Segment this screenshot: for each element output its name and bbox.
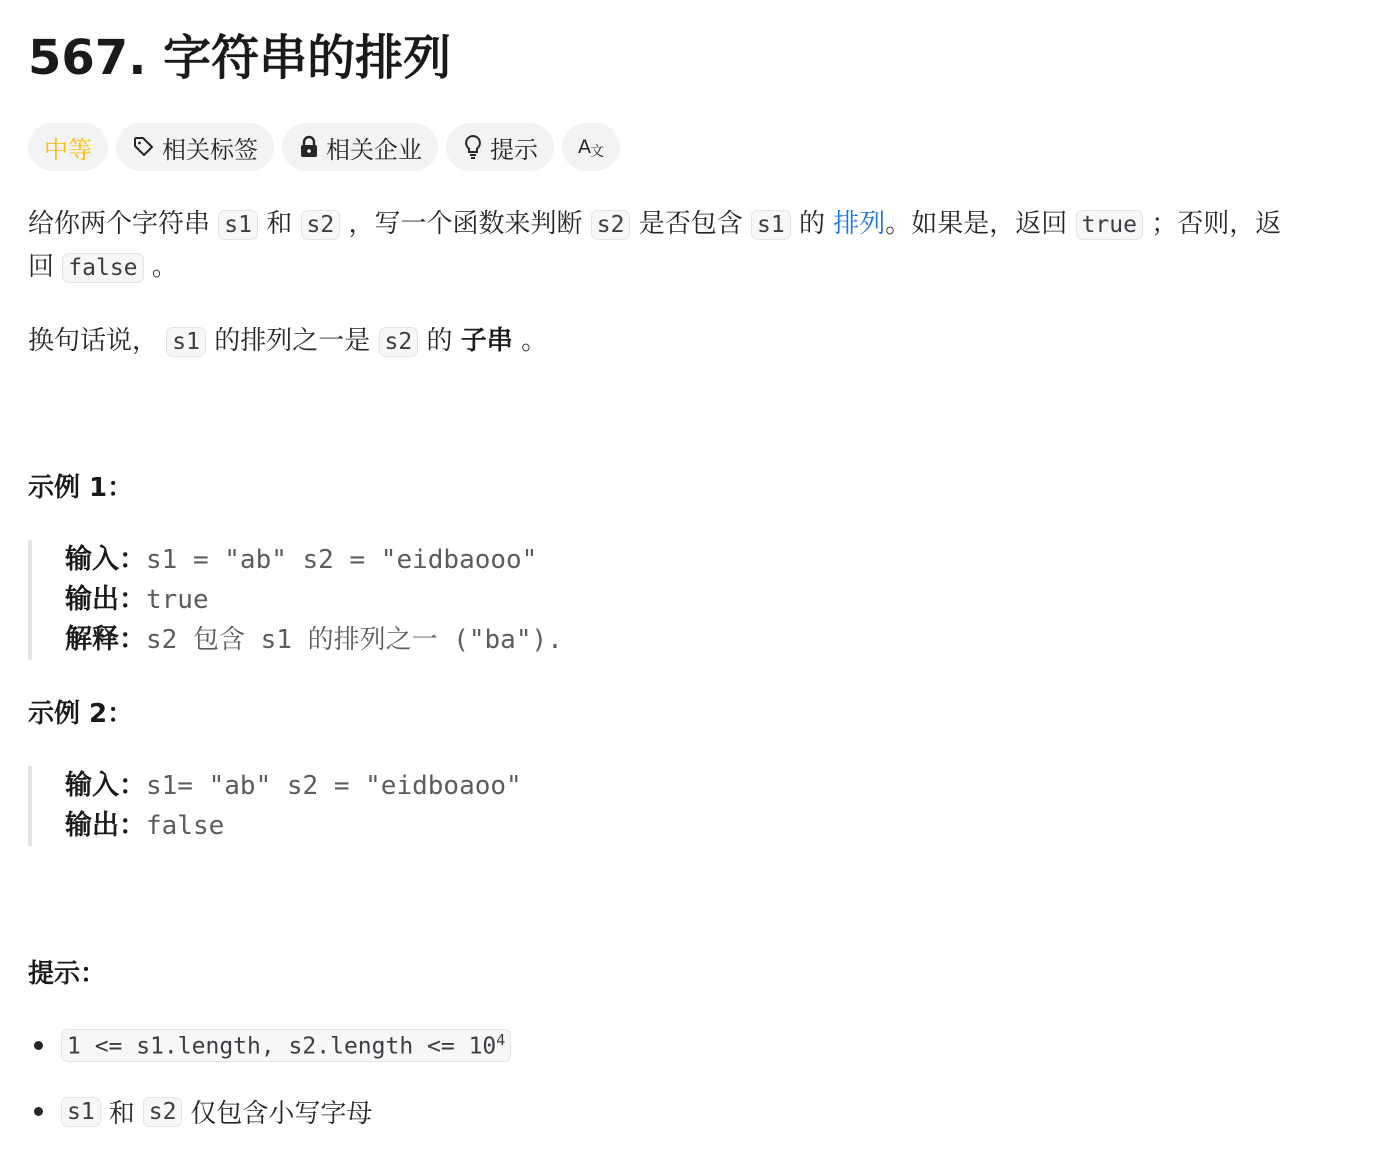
constraint-item: s1 和 s2 仅包含小写字母	[28, 1093, 372, 1130]
translate-button[interactable]	[562, 123, 620, 171]
code-s1: s1	[166, 327, 206, 357]
description-line-2: 回 false 。	[28, 252, 178, 282]
code-s2: s2	[301, 210, 341, 240]
example-row: 输出：true	[65, 584, 209, 615]
constraint-item	[28, 1029, 511, 1062]
related-tags-button[interactable]	[116, 123, 274, 171]
lightbulb-icon	[462, 134, 484, 160]
example-2-block	[28, 766, 728, 846]
code-s2: s2	[143, 1097, 183, 1127]
description-line-3: 换句话说， s1 的排列之一是 s2 的 子串 。	[28, 326, 548, 356]
code-s1: s1	[751, 210, 791, 240]
constraints-title: 提示：	[28, 959, 107, 989]
problem-title: 567. 字符串的排列	[28, 30, 452, 86]
constraint-code: 1 <= s1.length, s2.length <= $10^4$	[61, 1029, 511, 1062]
hint-label: 提示	[490, 135, 538, 164]
related-companies-button[interactable]	[282, 123, 438, 171]
example-1-title: 示例 1：	[28, 473, 134, 503]
lock-icon	[298, 135, 320, 159]
code-true: true	[1076, 210, 1143, 240]
example-row: 输入：s1= "ab" s2 = "eidboaoo"	[65, 770, 522, 801]
code-s1: s1	[218, 210, 258, 240]
example-row: 输入：s1 = "ab" s2 = "eidbaooo"	[65, 544, 538, 575]
tag-icon	[132, 135, 156, 159]
description-line-1: 给你两个字符串 s1 和 s2 ，写一个函数来判断 s2 是否包含 s1 的 排列。如果是，返回 true ；否则，返	[28, 209, 1282, 239]
code-s1: s1	[61, 1097, 101, 1127]
code-s2: s2	[379, 327, 419, 357]
difficulty-badge: 中等	[28, 123, 108, 171]
example-row: 输出：false	[65, 810, 225, 841]
code-s2: s2	[591, 210, 631, 240]
hint-button[interactable]	[446, 123, 554, 171]
related-companies-label: 相关企业	[326, 135, 422, 164]
svg-text:A: A	[578, 136, 591, 158]
example-1-block	[28, 540, 728, 660]
svg-text:文: 文	[590, 144, 604, 160]
bullet-icon	[34, 1107, 43, 1116]
translate-icon	[576, 134, 606, 160]
tag-bar	[28, 123, 620, 171]
related-tags-label: 相关标签	[162, 135, 258, 164]
permutation-link[interactable]: 排列	[833, 209, 886, 239]
example-2-title: 示例 2：	[28, 699, 134, 729]
code-false: false	[62, 253, 143, 283]
substring-emphasis: 子串	[460, 326, 513, 356]
example-row: 解释：s2 包含 s1 的排列之一 ("ba").	[65, 624, 563, 655]
bullet-icon	[34, 1041, 43, 1050]
